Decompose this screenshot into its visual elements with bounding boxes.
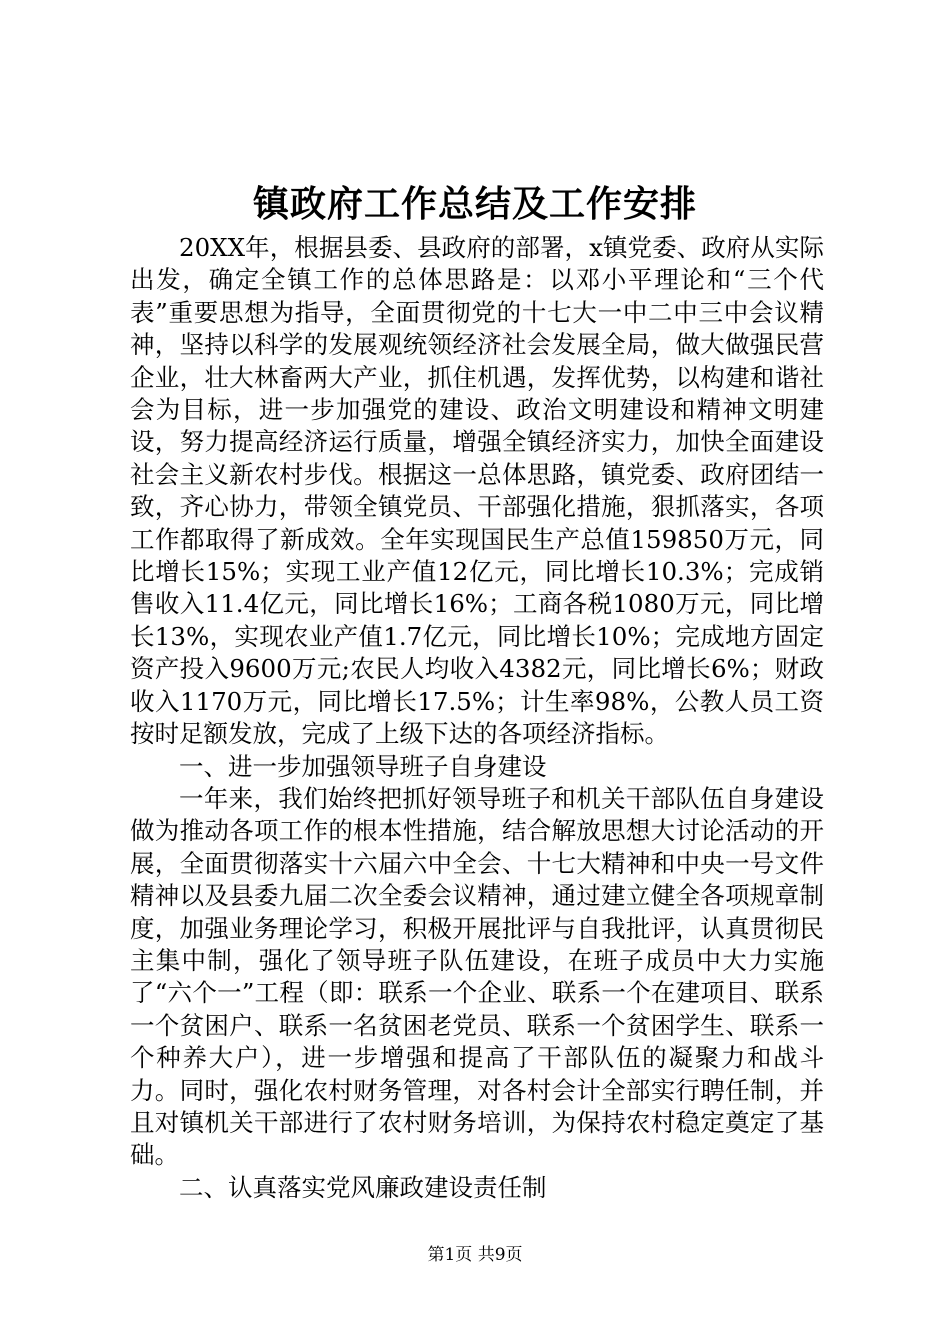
paragraph-section-1: 一年来，我们始终把抓好领导班子和机关干部队伍自身建设做为推动各项工作的根本性措施，结合解放思想大讨论活动的开展，全面贯彻落实十六届六中全会、十七大精神和中央一号文件精神以及县委九届二次全委会议精神，通过建立健全各项规章制度，加强业务理论学习，积极开展批评与自我批评，认真贯彻民主集中制，强化了领导班子队伍建设，在班子成员中大力实施了“六个一”工程（即：联系一个企业、联系一个在建项目、联系一个贫困户、联系一名贫困老党员、联系一个贫困学生、联系一个种养大户），进一步增强和提高了干部队伍的凝聚力和战斗力。同时，强化农村财务管理，对各村会计全部实行聘任制，并且对镇机关干部进行了农村财务培训，为保持农村稳定奠定了基础。 <box>130 783 824 1170</box>
section-heading-1: 一、进一步加强领导班子自身建设 <box>179 751 547 781</box>
section-heading-2: 二、认真落实党风廉政建设责任制 <box>179 1172 547 1202</box>
document-body <box>130 232 824 1204</box>
page-number-footer: 第1页 共9页 <box>427 1245 523 1265</box>
paragraph-overview: 20XX年，根据县委、县政府的部署，x镇党委、政府从实际出发，确定全镇工作的总体思路是：以邓小平理论和“三个代表”重要思想为指导，全面贯彻党的十七大一中二中三中会议精神，坚持以科学的发展观统领经济社会发展全局，做大做强民营企业，壮大林畜两大产业，抓住机遇，发挥优势，以构建和谐社会为目标，进一步加强党的建设、政治文明建设和精神文明建设，努力提高经济运行质量，增强全镇经济实力，加快全面建设社会主义新农村步伐。根据这一总体思路，镇党委、政府团结一致，齐心协力，带领全镇党员、干部强化措施，狠抓落实，各项工作都取得了新成效。全年实现国民生产总值159850万元，同比增长15%；实现工业产值12亿元，同比增长10.3%；完成销售收入11.4亿元，同比增长16%；工商各税1080万元，同比增长13%，实现农业产值1.7亿元，同比增长10%；完成地方固定资产投入9600万元;农民人均收入4382元，同比增长6%；财政收入1170万元，同比增长17.5%；计生率98%，公教人员工资按时足额发放，完成了上级下达的各项经济指标。 <box>130 233 824 749</box>
document-title: 镇政府工作总结及工作安排 <box>252 183 697 225</box>
